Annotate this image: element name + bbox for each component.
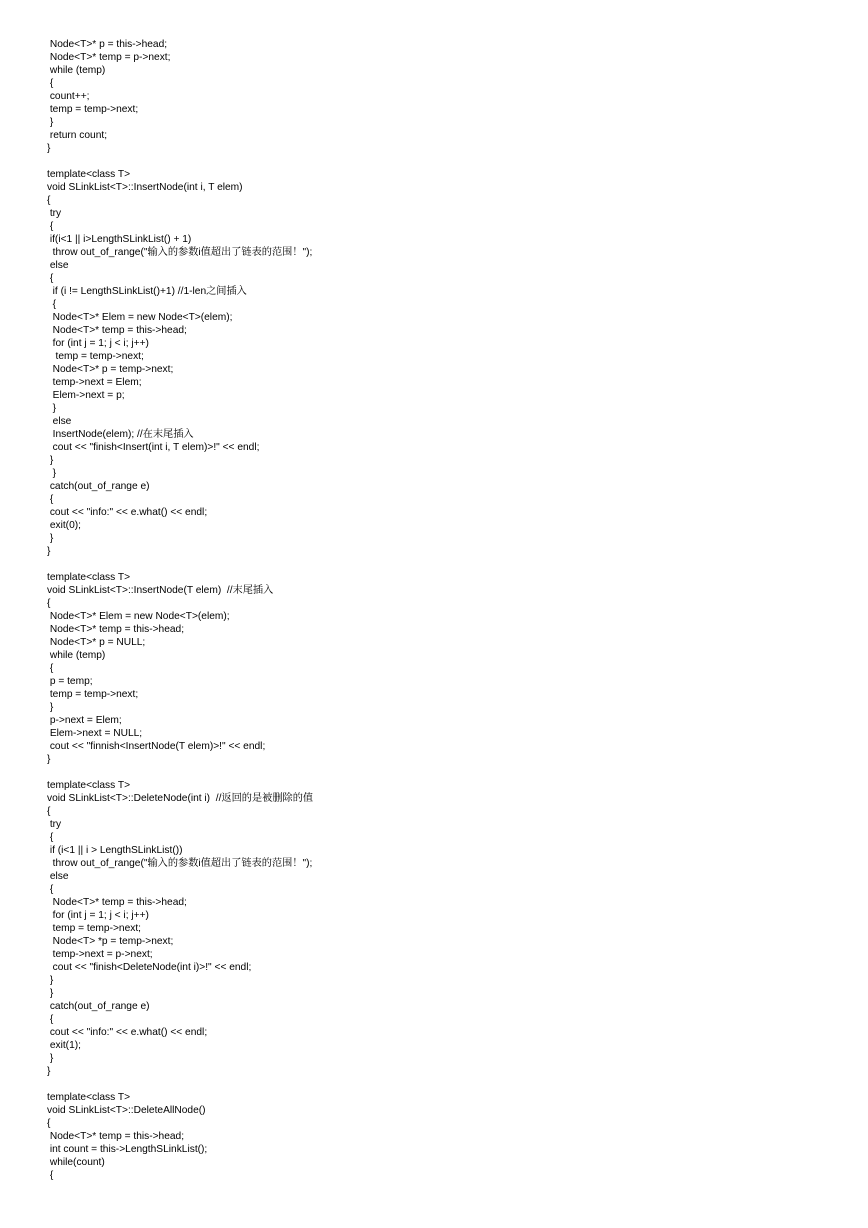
code-line: { [47, 78, 54, 89]
code-line: Node<T>* Elem = new Node<T>(elem); [47, 312, 233, 323]
code-line: temp = temp->next; [47, 351, 144, 362]
code-line: { [47, 598, 51, 609]
code-line: template<class T> [47, 169, 131, 180]
code-line: throw out_of_range("输入的参数i值超出了链表的范围！"); [47, 858, 313, 869]
code-line: { [47, 494, 54, 505]
code-line: Node<T>* temp = this->head; [47, 624, 185, 635]
code-line: { [47, 1118, 51, 1129]
code-line: Elem->next = p; [47, 390, 125, 401]
code-line: throw out_of_range("输入的参数i值超出了链表的范围！"); [47, 247, 313, 258]
code-line: for (int j = 1; j < i; j++) [47, 338, 149, 349]
code-line: } [47, 988, 54, 999]
code-line: exit(0); [47, 520, 81, 531]
code-line: template<class T> [47, 572, 131, 583]
code-line: Node<T>* Elem = new Node<T>(elem); [47, 611, 230, 622]
code-line: { [47, 663, 54, 674]
code-line: { [47, 806, 51, 817]
code-line: template<class T> [47, 1092, 131, 1103]
code-line: while(count) [47, 1157, 105, 1168]
code-line: temp = temp->next; [47, 689, 139, 700]
code-line: if(i<1 || i>LengthSLinkList() + 1) [47, 234, 192, 245]
code-line: template<class T> [47, 780, 131, 791]
code-line: catch(out_of_range e) [47, 1001, 150, 1012]
code-line: } [47, 546, 51, 557]
code-line: } [47, 975, 54, 986]
code-line: { [47, 1170, 54, 1181]
code-line: Node<T>* temp = p->next; [47, 52, 171, 63]
code-line: int count = this->LengthSLinkList(); [47, 1144, 208, 1155]
code-line: Node<T>* temp = this->head; [47, 897, 187, 908]
code-line [47, 155, 313, 168]
code-line: p = temp; [47, 676, 93, 687]
code-line: Node<T>* p = temp->next; [47, 364, 174, 375]
code-line: { [47, 273, 54, 284]
code-line: } [47, 468, 57, 479]
code-line [47, 558, 313, 571]
code-line: temp = temp->next; [47, 104, 139, 115]
code-line: exit(1); [47, 1040, 81, 1051]
code-line: Node<T>* temp = this->head; [47, 1131, 185, 1142]
code-line: else [47, 260, 69, 271]
code-line: Node<T>* temp = this->head; [47, 325, 187, 336]
code-line: cout << "finish<Insert(int i, T elem)>!" << endl; [47, 442, 260, 453]
code-line: } [47, 533, 54, 544]
code-line: count++; [47, 91, 90, 102]
code-line: temp->next = p->next; [47, 949, 153, 960]
code-line [47, 766, 313, 779]
code-line: } [47, 143, 51, 154]
code-line: void SLinkList<T>::DeleteNode(int i) //返回的是被删除的值 [47, 793, 314, 804]
code-line: } [47, 117, 54, 128]
code-line: Node<T> *p = temp->next; [47, 936, 174, 947]
code-line [47, 1078, 313, 1091]
code-line: Node<T>* p = NULL; [47, 637, 146, 648]
code-line: return count; [47, 130, 108, 141]
code-line: } [47, 1066, 51, 1077]
code-line: void SLinkList<T>::InsertNode(T elem) //末尾插入 [47, 585, 274, 596]
code-line: temp->next = Elem; [47, 377, 142, 388]
code-line: } [47, 702, 54, 713]
code-line: { [47, 221, 54, 232]
code-line: { [47, 299, 57, 310]
code-line: else [47, 871, 69, 882]
code-line: Elem->next = NULL; [47, 728, 143, 739]
code-line: cout << "finnish<InsertNode(T elem)>!" << endl; [47, 741, 266, 752]
code-line: cout << "info:" << e.what() << endl; [47, 1027, 208, 1038]
code-line: try [47, 819, 62, 830]
code-line: { [47, 195, 51, 206]
code-line: } [47, 754, 51, 765]
code-line: } [47, 455, 54, 466]
code-line: while (temp) [47, 65, 106, 76]
code-line: catch(out_of_range e) [47, 481, 150, 492]
code-line: cout << "finish<DeleteNode(int i)>!" << endl; [47, 962, 252, 973]
code-line: try [47, 208, 62, 219]
code-line: else [47, 416, 72, 427]
code-line: Node<T>* p = this->head; [47, 39, 168, 50]
code-line: { [47, 832, 54, 843]
code-line: { [47, 1014, 54, 1025]
code-line: if (i<1 || i > LengthSLinkList()) [47, 845, 183, 856]
code-line: void SLinkList<T>::InsertNode(int i, T elem) [47, 182, 243, 193]
code-line: while (temp) [47, 650, 106, 661]
code-line: InsertNode(elem); //在末尾插入 [47, 429, 194, 440]
code-line: temp = temp->next; [47, 923, 141, 934]
code-line: for (int j = 1; j < i; j++) [47, 910, 149, 921]
code-line: } [47, 1053, 54, 1064]
code-line: { [47, 884, 54, 895]
code-line: cout << "info:" << e.what() << endl; [47, 507, 208, 518]
code-line: void SLinkList<T>::DeleteAllNode() [47, 1105, 206, 1116]
code-listing [47, 38, 313, 1182]
code-line: if (i != LengthSLinkList()+1) //1-len之间插入 [47, 286, 247, 297]
code-line: p->next = Elem; [47, 715, 122, 726]
code-line: } [47, 403, 57, 414]
